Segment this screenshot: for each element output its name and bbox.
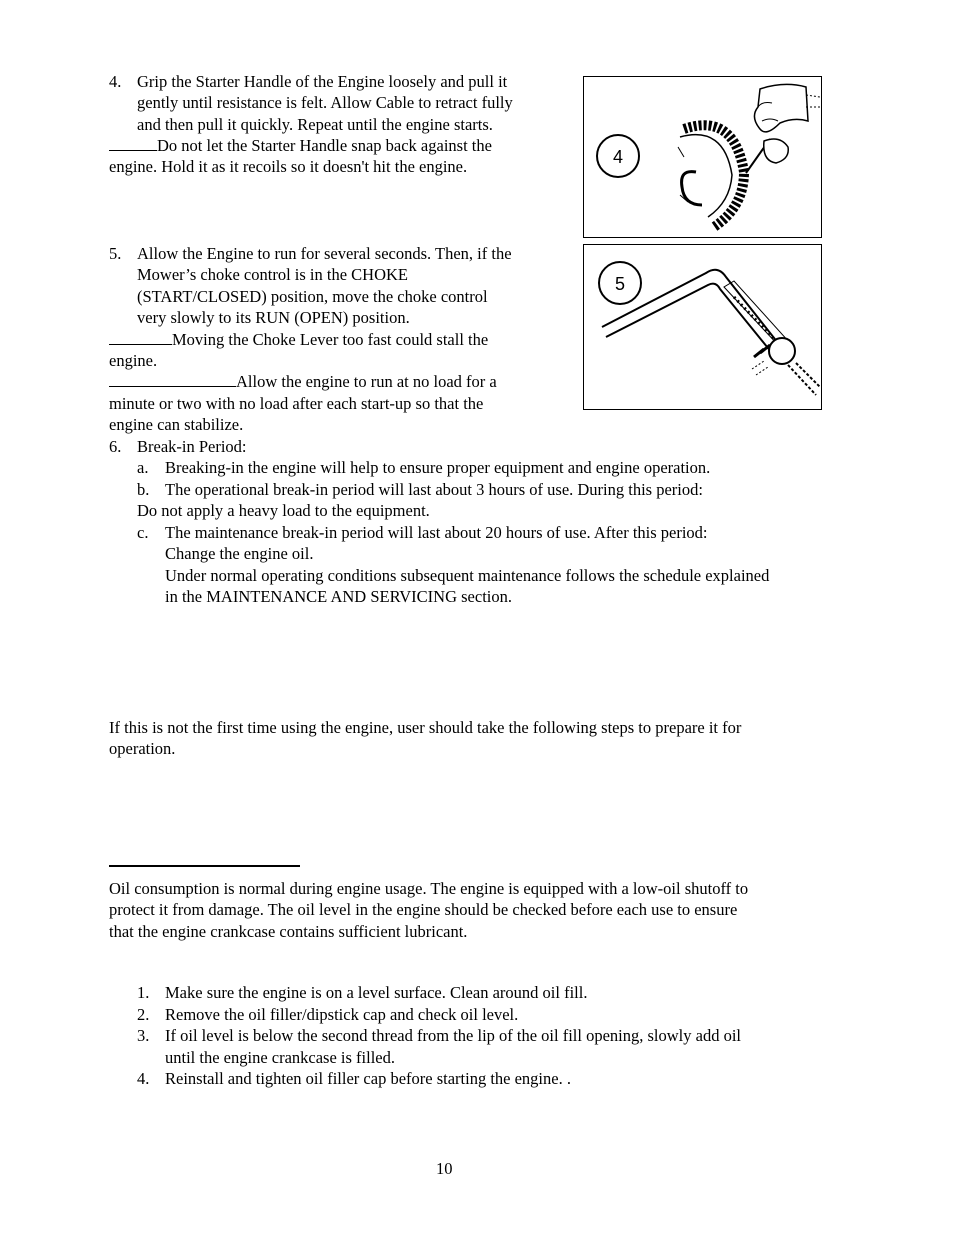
section-heading-rule <box>109 865 300 867</box>
note-blank-rule <box>109 135 157 151</box>
step4-note-line1: Do not let the Starter Handle snap back against the <box>157 136 492 155</box>
oil-item-3-number: 3. <box>137 1026 150 1045</box>
step5-line1: Allow the Engine to run for several seconds. Then, if the <box>137 244 512 263</box>
step5-note2-line3: engine can stabilize. <box>109 415 244 434</box>
oil-item-2-text: Remove the oil filler/dipstick cap and check oil level. <box>165 1005 519 1024</box>
step6-c-text: The maintenance break-in period will last about 20 hours of use. After this period: <box>165 523 708 542</box>
step4-number: 4. <box>109 72 122 91</box>
oil-item-4-number: 4. <box>137 1069 150 1088</box>
step4-line3: and then pull it quickly. Repeat until the engine starts. <box>137 115 493 134</box>
step5-note2-line1: Allow the engine to run at no load for a <box>236 372 497 391</box>
step5-line2: Mower’s choke control is in the CHOKE <box>137 265 408 284</box>
figure-5-choke-lever <box>583 244 822 410</box>
prep-line2: operation. <box>109 739 176 758</box>
prep-line1: If this is not the first time using the engine, user should take the following steps to prepare it for <box>109 718 742 737</box>
oil-line2: protect it from damage. The oil level in the engine should be checked before each use to ensure <box>109 900 738 919</box>
oil-item-3-text: If oil level is below the second thread from the lip of the oil fill opening, slowly add oil <box>165 1026 742 1045</box>
oil-line1: Oil consumption is normal during engine usage. The engine is equipped with a low-oil shutoff to <box>109 879 749 898</box>
step6-a-label: a. <box>137 458 149 477</box>
step5-note2 <box>109 371 497 392</box>
step5-number: 5. <box>109 244 122 263</box>
step6-c-label: c. <box>137 523 149 542</box>
note-blank-rule <box>109 329 172 345</box>
oil-item-1-number: 1. <box>137 983 150 1002</box>
step5-note1-line2: engine. <box>109 351 158 370</box>
oil-item-4-text: Reinstall and tighten oil filler cap before starting the engine. . <box>165 1069 571 1088</box>
starter-pull-illustration <box>584 77 821 237</box>
step6-b-sub: Do not apply a heavy load to the equipment. <box>137 501 430 520</box>
step5-line4: very slowly to its RUN (OPEN) position. <box>137 308 410 327</box>
oil-line3: that the engine crankcase contains sufficient lubricant. <box>109 922 468 941</box>
step6-b-text: The operational break-in period will last about 3 hours of use. During this period: <box>165 480 703 499</box>
step4-line1: Grip the Starter Handle of the Engine loosely and pull it <box>137 72 508 91</box>
oil-item-1-text: Make sure the engine is on a level surface. Clean around oil fill. <box>165 983 588 1002</box>
page-number: 10 <box>436 1159 453 1178</box>
step6-b-label: b. <box>137 480 150 499</box>
step4-note-line2: engine. Hold it as it recoils so it doesn't hit the engine. <box>109 157 468 176</box>
figure-5-label: 5 <box>614 274 626 294</box>
step6-number: 6. <box>109 437 122 456</box>
oil-item-2-number: 2. <box>137 1005 150 1024</box>
step6-a-text: Breaking-in the engine will help to ensure proper equipment and engine operation. <box>165 458 711 477</box>
figure-4-starter-handle <box>583 76 822 238</box>
step5-note1 <box>109 329 488 350</box>
step4-note <box>109 135 492 156</box>
step6-title: Break-in Period: <box>137 437 247 456</box>
step5-line3: (START/CLOSED) position, move the choke control <box>137 287 488 306</box>
oil-item-3-cont: until the engine crankcase is filled. <box>165 1048 396 1067</box>
step6-c-sub1: Change the engine oil. <box>165 544 314 563</box>
note-blank-rule <box>109 371 236 387</box>
step6-c-sub2: Under normal operating conditions subsequent maintenance follows the schedule explained <box>165 566 770 585</box>
step5-note2-line2: minute or two with no load after each start-up so that the <box>109 394 484 413</box>
figure-4-label: 4 <box>612 147 624 167</box>
step4-line2: gently until resistance is felt. Allow Cable to retract fully <box>137 93 513 112</box>
step5-note1-line1: Moving the Choke Lever too fast could stall the <box>172 330 489 349</box>
choke-lever-illustration <box>584 245 821 409</box>
step6-c-sub3: in the MAINTENANCE AND SERVICING section. <box>165 587 512 606</box>
